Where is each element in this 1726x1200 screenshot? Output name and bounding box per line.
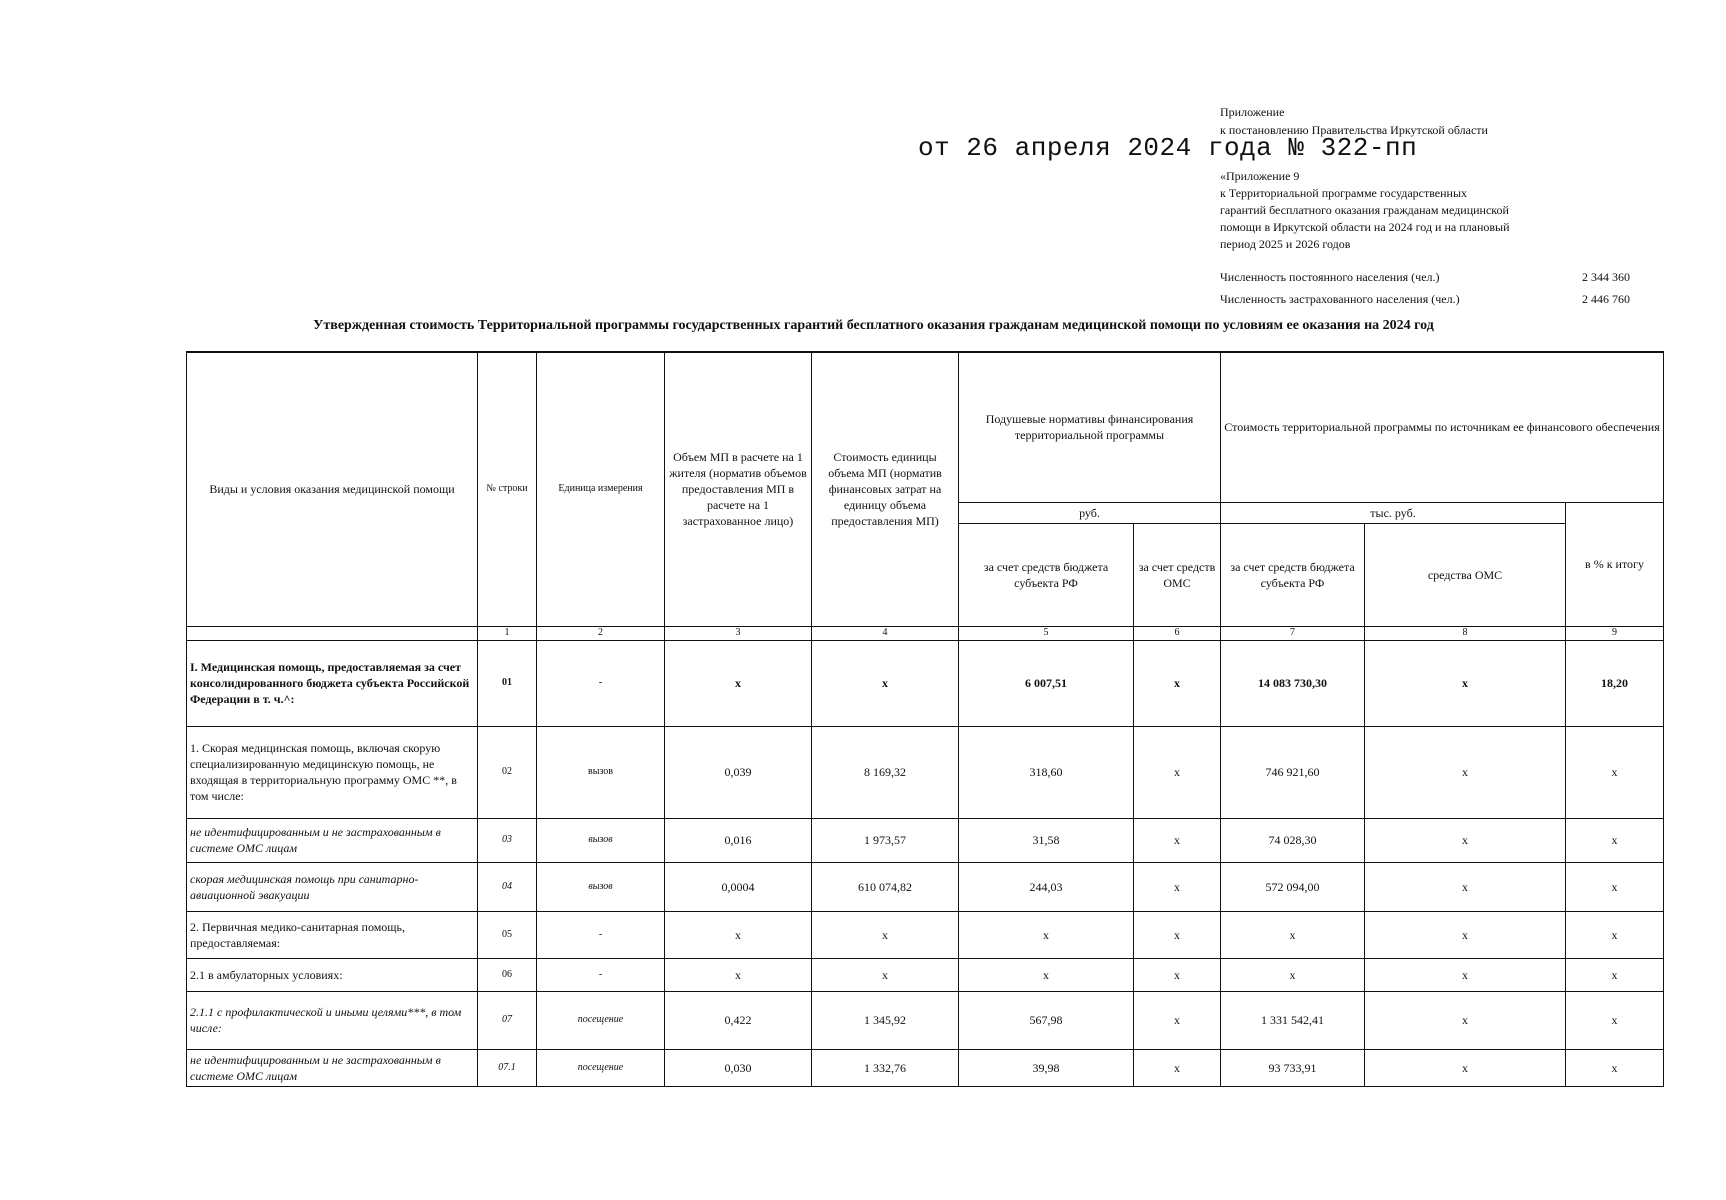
row-pr-budget: 572 094,00: [1221, 862, 1365, 911]
row-label: не идентифицированным и не застрахованным в системе ОМС лицам: [187, 1049, 478, 1086]
row-label: скорая медицинская помощь при санитарно-авиационной эвакуации: [187, 862, 478, 911]
row-pr-oms: х: [1365, 818, 1566, 862]
row-pr-oms: х: [1365, 1049, 1566, 1086]
row-pc-oms: х: [1134, 818, 1221, 862]
row-number: 07.1: [478, 1049, 537, 1086]
row-pc-budget: х: [959, 911, 1134, 958]
row-percent: х: [1566, 862, 1664, 911]
row-pc-oms: х: [1134, 862, 1221, 911]
col-number: 3: [665, 626, 812, 640]
row-pr-budget: 93 733,91: [1221, 1049, 1365, 1086]
row-percent: х: [1566, 991, 1664, 1049]
row-unit-cost: 8 169,32: [812, 726, 959, 818]
appendix-9-block: [1220, 168, 1580, 253]
row-unit-cost: 1 332,76: [812, 1049, 959, 1086]
row-volume: 0,0004: [665, 862, 812, 911]
table-row: [187, 991, 1664, 1049]
row-number: 06: [478, 958, 537, 991]
row-volume: 0,422: [665, 991, 812, 1049]
row-percent: х: [1566, 1049, 1664, 1086]
row-percent: х: [1566, 726, 1664, 818]
row-pr-budget: х: [1221, 911, 1365, 958]
row-number: 05: [478, 911, 537, 958]
header-kinds: Виды и условия оказания медицинской помощи: [187, 352, 478, 626]
row-pc-oms: х: [1134, 1049, 1221, 1086]
table-row: [187, 958, 1664, 991]
row-pc-oms: х: [1134, 958, 1221, 991]
row-label: не идентифицированным и не застрахованным в системе ОМС лицам: [187, 818, 478, 862]
row-unit: -: [537, 958, 665, 991]
row-pr-oms: х: [1365, 640, 1566, 726]
appendix-9-line: помощи в Иркутской области на 2024 год и на плановый: [1220, 220, 1510, 234]
col-number: 7: [1221, 626, 1365, 640]
row-volume: х: [665, 911, 812, 958]
row-volume: х: [665, 958, 812, 991]
row-percent: х: [1566, 958, 1664, 991]
row-percent: х: [1566, 911, 1664, 958]
col-number: 5: [959, 626, 1134, 640]
table-row: [187, 640, 1664, 726]
row-pc-budget: 244,03: [959, 862, 1134, 911]
row-pc-budget: 31,58: [959, 818, 1134, 862]
row-unit-cost: 610 074,82: [812, 862, 959, 911]
row-percent: х: [1566, 818, 1664, 862]
insured-population-value: 2 446 760: [1582, 292, 1630, 306]
permanent-population-value: 2 344 360: [1582, 270, 1630, 284]
row-unit: вызов: [537, 818, 665, 862]
row-number: 01: [478, 640, 537, 726]
table-row: [187, 862, 1664, 911]
row-unit-cost: х: [812, 911, 959, 958]
row-unit: -: [537, 911, 665, 958]
row-pr-oms: х: [1365, 991, 1566, 1049]
table-row: [187, 818, 1664, 862]
row-pr-budget: х: [1221, 958, 1365, 991]
header-unit-cost: Стоимость единицы объема МП (норматив финансовых затрат на единицу объема предоставления МП): [812, 352, 959, 626]
row-volume: 0,016: [665, 818, 812, 862]
permanent-population-label: Численность постоянного населения (чел.): [1220, 270, 1440, 284]
row-number: 04: [478, 862, 537, 911]
table-row: [187, 726, 1664, 818]
col-number: 1: [478, 626, 537, 640]
row-unit-cost: 1 973,57: [812, 818, 959, 862]
row-label: 2.1.1 с профилактической и иными целями***, в том числе:: [187, 991, 478, 1049]
row-pc-oms: х: [1134, 726, 1221, 818]
row-pr-oms: х: [1365, 958, 1566, 991]
header-oms-thousands: средства ОМС: [1365, 523, 1566, 626]
row-volume: 0,039: [665, 726, 812, 818]
col-number-blank: [187, 626, 478, 640]
col-number: 9: [1566, 626, 1664, 640]
appendix-label: Приложение: [1220, 105, 1285, 119]
header-thousand-rub: тыс. руб.: [1221, 502, 1566, 523]
appendix-9-line: период 2025 и 2026 годов: [1220, 237, 1351, 251]
row-pc-budget: 6 007,51: [959, 640, 1134, 726]
header-per-capita: Подушевые нормативы финансирования территориальной программы: [959, 352, 1221, 502]
row-pr-oms: х: [1365, 911, 1566, 958]
col-number: 2: [537, 626, 665, 640]
row-unit: посещение: [537, 991, 665, 1049]
row-label: I. Медицинская помощь, предоставляемая за счет консолидированного бюджета субъекта Российской Федерации в т. ч.^:: [187, 640, 478, 726]
row-pc-budget: 39,98: [959, 1049, 1134, 1086]
header-row-no: № строки: [478, 352, 537, 626]
header-percent: в % к итогу: [1566, 502, 1664, 626]
header-budget: за счет средств бюджета субъекта РФ: [959, 523, 1134, 626]
col-number: 6: [1134, 626, 1221, 640]
row-pc-budget: х: [959, 958, 1134, 991]
decree-reference: к постановлению Правительства Иркутской области: [1220, 123, 1488, 137]
row-number: 03: [478, 818, 537, 862]
header-program-cost: Стоимость территориальной программы по источникам ее финансового обеспечения: [1221, 352, 1664, 502]
row-pr-oms: х: [1365, 726, 1566, 818]
row-unit: -: [537, 640, 665, 726]
row-pr-budget: 1 331 542,41: [1221, 991, 1365, 1049]
row-unit: вызов: [537, 726, 665, 818]
table-row: [187, 911, 1664, 958]
header-oms: за счет средств ОМС: [1134, 523, 1221, 626]
appendix-9-line: «Приложение 9: [1220, 169, 1300, 183]
row-pr-budget: 14 083 730,30: [1221, 640, 1365, 726]
program-cost-table: [186, 351, 1664, 1087]
header-budget-thousands: за счет средств бюджета субъекта РФ: [1221, 523, 1365, 626]
row-unit: посещение: [537, 1049, 665, 1086]
row-pr-budget: 74 028,30: [1221, 818, 1365, 862]
row-unit-cost: х: [812, 640, 959, 726]
row-pc-oms: х: [1134, 911, 1221, 958]
row-pc-oms: х: [1134, 991, 1221, 1049]
row-pc-oms: х: [1134, 640, 1221, 726]
col-number: 4: [812, 626, 959, 640]
row-pr-oms: х: [1365, 862, 1566, 911]
row-percent: 18,20: [1566, 640, 1664, 726]
appendix-9-line: к Территориальной программе государственных: [1220, 186, 1468, 200]
row-pr-budget: 746 921,60: [1221, 726, 1365, 818]
header-rub: руб.: [959, 502, 1221, 523]
table-row: [187, 1049, 1664, 1086]
col-number: 8: [1365, 626, 1566, 640]
row-volume: 0,030: [665, 1049, 812, 1086]
row-number: 07: [478, 991, 537, 1049]
row-number: 02: [478, 726, 537, 818]
row-label: 2. Первичная медико-санитарная помощь, предоставляемая:: [187, 911, 478, 958]
decree-date-stamp: от 26 апреля 2024 года № 322-пп: [918, 133, 1418, 163]
row-unit-cost: х: [812, 958, 959, 991]
header-unit: Единица измерения: [537, 352, 665, 626]
row-label: 2.1 в амбулаторных условиях:: [187, 958, 478, 991]
document-title: Утвержденная стоимость Территориальной программы государственных гарантий бесплатного оказания гражданам медицинской помощи по условиям ее оказания на 2024 год: [313, 318, 1434, 333]
row-volume: х: [665, 640, 812, 726]
insured-population-label: Численность застрахованного населения (чел.): [1220, 292, 1460, 306]
row-unit: вызов: [537, 862, 665, 911]
header-volume: Объем МП в расчете на 1 жителя (норматив объемов предоставления МП в расчете на 1 застрахованное лицо): [665, 352, 812, 626]
row-label: 1. Скорая медицинская помощь, включая скорую специализированную медицинскую помощь, не входящая в территориальную программу ОМС **, в том числе:: [187, 726, 478, 818]
row-pc-budget: 318,60: [959, 726, 1134, 818]
row-pc-budget: 567,98: [959, 991, 1134, 1049]
row-unit-cost: 1 345,92: [812, 991, 959, 1049]
appendix-9-line: гарантий бесплатного оказания гражданам медицинской: [1220, 203, 1509, 217]
